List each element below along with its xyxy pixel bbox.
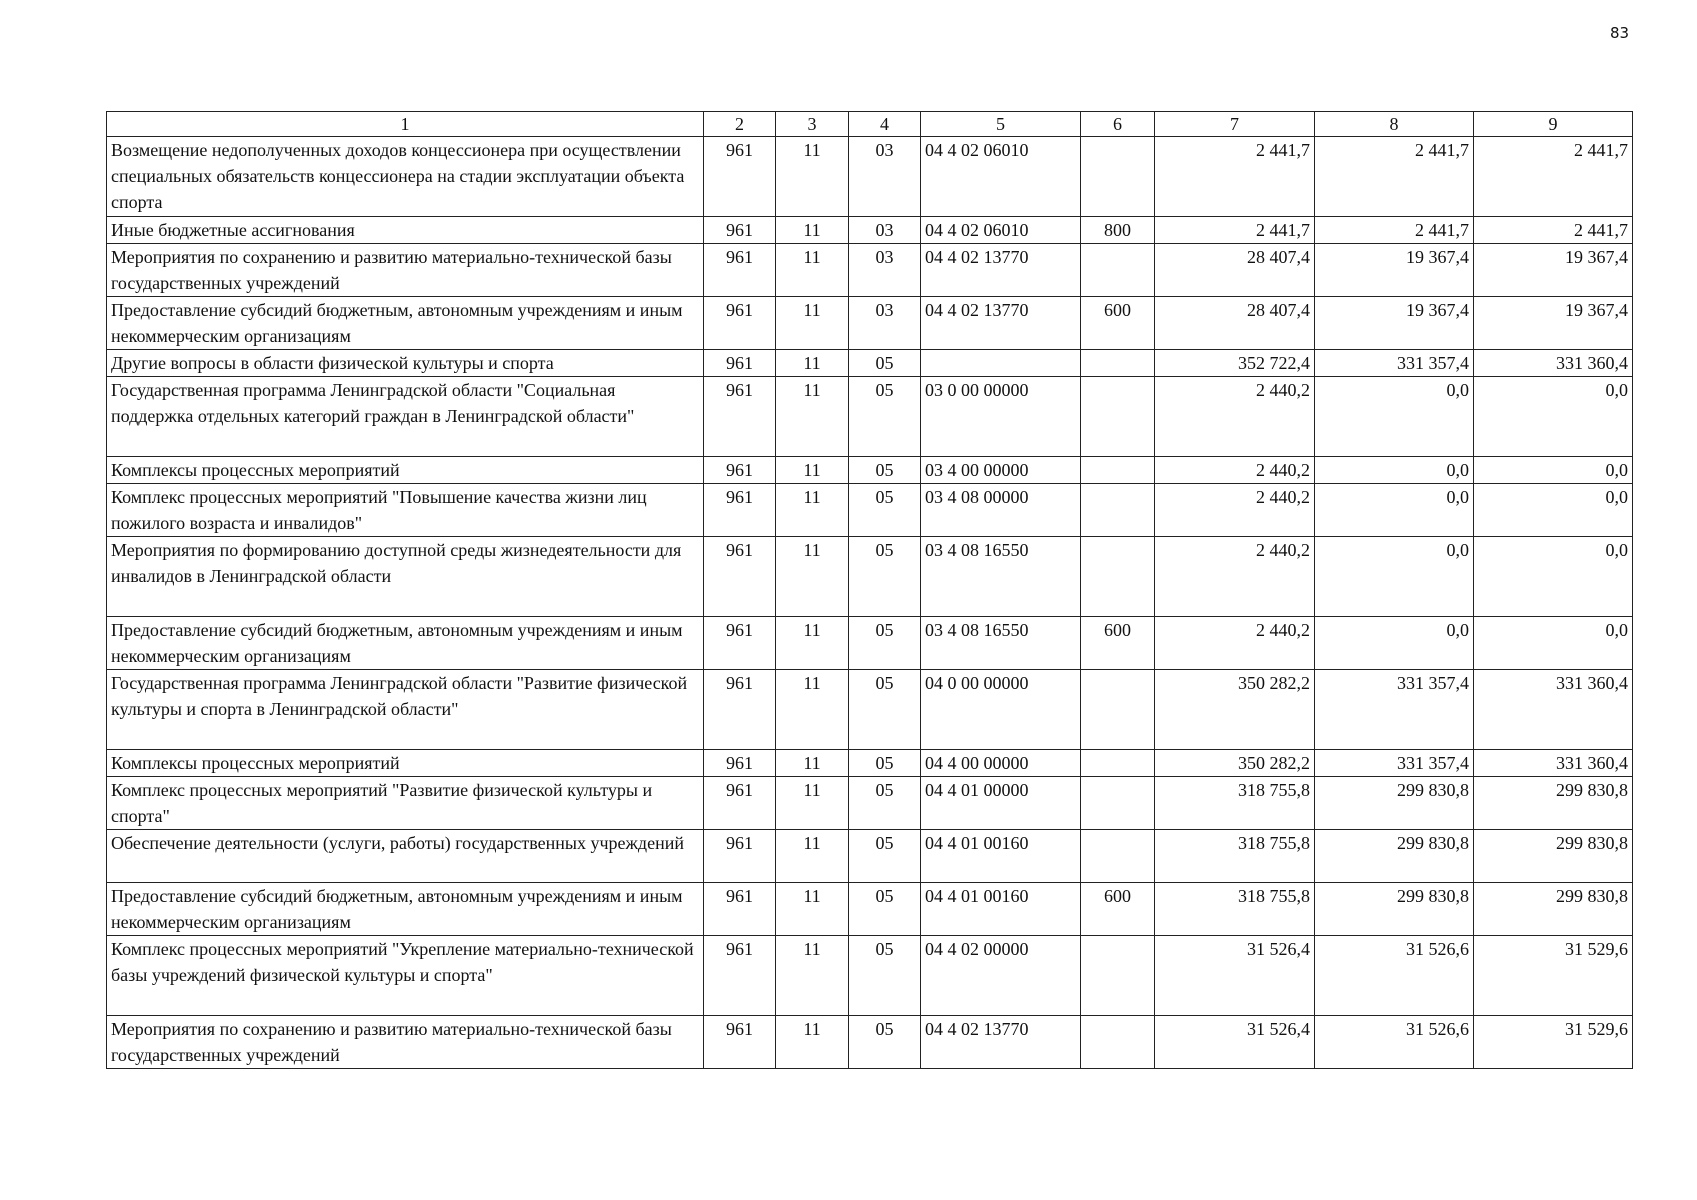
cell-target-article: 03 4 08 00000 xyxy=(921,484,1081,537)
cell-section: 11 xyxy=(776,244,849,297)
cell-section: 11 xyxy=(776,617,849,670)
cell-admin-code: 961 xyxy=(704,457,776,484)
cell-amount-7: 31 526,4 xyxy=(1155,936,1315,1016)
cell-admin-code: 961 xyxy=(704,484,776,537)
cell-expense-type xyxy=(1081,377,1155,457)
row-description: Предоставление субсидий бюджетным, автономным учреждениям и иным некоммерческим организациям xyxy=(107,617,704,670)
cell-expense-type: 600 xyxy=(1081,297,1155,350)
cell-expense-type xyxy=(1081,350,1155,377)
cell-amount-9: 0,0 xyxy=(1474,457,1633,484)
cell-amount-7: 2 440,2 xyxy=(1155,537,1315,617)
column-header: 7 xyxy=(1155,112,1315,137)
cell-amount-7: 2 440,2 xyxy=(1155,457,1315,484)
cell-section: 11 xyxy=(776,217,849,244)
row-description: Государственная программа Ленинградской области "Развитие физической культуры и спорта в Ленинградской области" xyxy=(107,670,704,750)
cell-amount-7: 2 441,7 xyxy=(1155,137,1315,217)
cell-amount-7: 350 282,2 xyxy=(1155,670,1315,750)
table-row xyxy=(107,457,1633,484)
cell-target-article: 04 4 02 06010 xyxy=(921,217,1081,244)
row-description: Комплексы процессных мероприятий xyxy=(107,750,704,777)
cell-section: 11 xyxy=(776,137,849,217)
cell-target-article: 04 4 00 00000 xyxy=(921,750,1081,777)
cell-admin-code: 961 xyxy=(704,750,776,777)
cell-amount-8: 0,0 xyxy=(1315,537,1474,617)
cell-subsection: 05 xyxy=(849,1016,921,1069)
cell-amount-8: 299 830,8 xyxy=(1315,777,1474,830)
cell-section: 11 xyxy=(776,670,849,750)
column-header: 4 xyxy=(849,112,921,137)
cell-amount-8: 0,0 xyxy=(1315,377,1474,457)
cell-target-article: 04 4 02 13770 xyxy=(921,1016,1081,1069)
cell-amount-9: 2 441,7 xyxy=(1474,137,1633,217)
cell-admin-code: 961 xyxy=(704,537,776,617)
cell-amount-9: 0,0 xyxy=(1474,537,1633,617)
cell-admin-code: 961 xyxy=(704,350,776,377)
cell-subsection: 03 xyxy=(849,137,921,217)
cell-subsection: 05 xyxy=(849,484,921,537)
table-row xyxy=(107,830,1633,883)
row-description: Комплекс процессных мероприятий "Укрепление материально-технической базы учреждений физической культуры и спорта" xyxy=(107,936,704,1016)
cell-expense-type xyxy=(1081,537,1155,617)
cell-expense-type xyxy=(1081,830,1155,883)
cell-amount-8: 19 367,4 xyxy=(1315,297,1474,350)
cell-subsection: 03 xyxy=(849,297,921,350)
row-description: Государственная программа Ленинградской области "Социальная поддержка отдельных категорий граждан в Ленинградской области" xyxy=(107,377,704,457)
table-row xyxy=(107,217,1633,244)
column-header: 3 xyxy=(776,112,849,137)
cell-amount-8: 19 367,4 xyxy=(1315,244,1474,297)
cell-section: 11 xyxy=(776,377,849,457)
cell-amount-8: 0,0 xyxy=(1315,457,1474,484)
cell-section: 11 xyxy=(776,777,849,830)
row-description: Комплекс процессных мероприятий "Развитие физической культуры и спорта" xyxy=(107,777,704,830)
cell-amount-8: 331 357,4 xyxy=(1315,750,1474,777)
cell-section: 11 xyxy=(776,883,849,936)
column-header: 1 xyxy=(107,112,704,137)
cell-admin-code: 961 xyxy=(704,936,776,1016)
cell-amount-9: 0,0 xyxy=(1474,377,1633,457)
cell-expense-type xyxy=(1081,1016,1155,1069)
table-row xyxy=(107,137,1633,217)
cell-amount-8: 299 830,8 xyxy=(1315,830,1474,883)
cell-amount-8: 31 526,6 xyxy=(1315,1016,1474,1069)
cell-admin-code: 961 xyxy=(704,244,776,297)
cell-target-article: 03 4 08 16550 xyxy=(921,537,1081,617)
row-description: Комплекс процессных мероприятий "Повышение качества жизни лиц пожилого возраста и инвалидов" xyxy=(107,484,704,537)
table-row xyxy=(107,617,1633,670)
cell-target-article: 04 4 01 00160 xyxy=(921,883,1081,936)
cell-expense-type: 800 xyxy=(1081,217,1155,244)
cell-admin-code: 961 xyxy=(704,377,776,457)
table-row xyxy=(107,377,1633,457)
cell-expense-type xyxy=(1081,484,1155,537)
cell-amount-9: 299 830,8 xyxy=(1474,883,1633,936)
cell-subsection: 05 xyxy=(849,750,921,777)
cell-amount-7: 352 722,4 xyxy=(1155,350,1315,377)
cell-amount-8: 331 357,4 xyxy=(1315,670,1474,750)
cell-target-article: 03 4 08 16550 xyxy=(921,617,1081,670)
cell-target-article: 04 0 00 00000 xyxy=(921,670,1081,750)
cell-amount-8: 31 526,6 xyxy=(1315,936,1474,1016)
cell-subsection: 05 xyxy=(849,377,921,457)
cell-target-article: 04 4 01 00000 xyxy=(921,777,1081,830)
cell-amount-7: 318 755,8 xyxy=(1155,883,1315,936)
cell-admin-code: 961 xyxy=(704,297,776,350)
row-description: Предоставление субсидий бюджетным, автономным учреждениям и иным некоммерческим организациям xyxy=(107,297,704,350)
cell-admin-code: 961 xyxy=(704,1016,776,1069)
cell-subsection: 03 xyxy=(849,217,921,244)
cell-amount-9: 331 360,4 xyxy=(1474,670,1633,750)
cell-amount-9: 299 830,8 xyxy=(1474,830,1633,883)
row-description: Иные бюджетные ассигнования xyxy=(107,217,704,244)
cell-amount-8: 331 357,4 xyxy=(1315,350,1474,377)
cell-amount-9: 0,0 xyxy=(1474,484,1633,537)
cell-admin-code: 961 xyxy=(704,137,776,217)
row-description: Мероприятия по формированию доступной среды жизнедеятельности для инвалидов в Ленинградской области xyxy=(107,537,704,617)
cell-amount-8: 299 830,8 xyxy=(1315,883,1474,936)
cell-subsection: 05 xyxy=(849,350,921,377)
cell-section: 11 xyxy=(776,936,849,1016)
column-header: 6 xyxy=(1081,112,1155,137)
cell-amount-9: 19 367,4 xyxy=(1474,244,1633,297)
cell-target-article: 03 4 00 00000 xyxy=(921,457,1081,484)
row-description: Предоставление субсидий бюджетным, автономным учреждениям и иным некоммерческим организациям xyxy=(107,883,704,936)
cell-subsection: 05 xyxy=(849,883,921,936)
column-header: 9 xyxy=(1474,112,1633,137)
table-row xyxy=(107,244,1633,297)
row-description: Мероприятия по сохранению и развитию материально-технической базы государственных учреждений xyxy=(107,244,704,297)
cell-amount-7: 350 282,2 xyxy=(1155,750,1315,777)
cell-expense-type xyxy=(1081,936,1155,1016)
page-number: 83 xyxy=(1610,24,1630,42)
cell-subsection: 05 xyxy=(849,670,921,750)
cell-amount-8: 0,0 xyxy=(1315,617,1474,670)
cell-target-article: 04 4 02 00000 xyxy=(921,936,1081,1016)
table-row xyxy=(107,936,1633,1016)
cell-admin-code: 961 xyxy=(704,883,776,936)
cell-amount-7: 2 441,7 xyxy=(1155,217,1315,244)
cell-amount-9: 31 529,6 xyxy=(1474,1016,1633,1069)
row-description: Обеспечение деятельности (услуги, работы) государственных учреждений xyxy=(107,830,704,883)
cell-section: 11 xyxy=(776,484,849,537)
cell-admin-code: 961 xyxy=(704,217,776,244)
cell-expense-type xyxy=(1081,670,1155,750)
table-row xyxy=(107,777,1633,830)
cell-expense-type xyxy=(1081,750,1155,777)
row-description: Мероприятия по сохранению и развитию материально-технической базы государственных учреждений xyxy=(107,1016,704,1069)
column-header: 8 xyxy=(1315,112,1474,137)
cell-amount-9: 2 441,7 xyxy=(1474,217,1633,244)
cell-amount-9: 19 367,4 xyxy=(1474,297,1633,350)
cell-expense-type: 600 xyxy=(1081,617,1155,670)
cell-amount-7: 2 440,2 xyxy=(1155,377,1315,457)
cell-subsection: 05 xyxy=(849,457,921,484)
cell-section: 11 xyxy=(776,457,849,484)
cell-expense-type xyxy=(1081,457,1155,484)
cell-target-article: 04 4 02 06010 xyxy=(921,137,1081,217)
row-description: Комплексы процессных мероприятий xyxy=(107,457,704,484)
cell-section: 11 xyxy=(776,537,849,617)
cell-admin-code: 961 xyxy=(704,830,776,883)
table-row xyxy=(107,750,1633,777)
table-row xyxy=(107,670,1633,750)
cell-section: 11 xyxy=(776,750,849,777)
cell-amount-9: 31 529,6 xyxy=(1474,936,1633,1016)
cell-amount-7: 28 407,4 xyxy=(1155,244,1315,297)
cell-section: 11 xyxy=(776,830,849,883)
header-row xyxy=(107,112,1633,137)
cell-admin-code: 961 xyxy=(704,777,776,830)
column-header: 5 xyxy=(921,112,1081,137)
cell-section: 11 xyxy=(776,1016,849,1069)
cell-amount-9: 0,0 xyxy=(1474,617,1633,670)
cell-section: 11 xyxy=(776,350,849,377)
cell-amount-7: 318 755,8 xyxy=(1155,777,1315,830)
cell-amount-8: 2 441,7 xyxy=(1315,217,1474,244)
table-row xyxy=(107,484,1633,537)
cell-amount-8: 0,0 xyxy=(1315,484,1474,537)
column-header: 2 xyxy=(704,112,776,137)
cell-subsection: 05 xyxy=(849,777,921,830)
cell-subsection: 05 xyxy=(849,537,921,617)
cell-amount-7: 28 407,4 xyxy=(1155,297,1315,350)
cell-target-article: 04 4 02 13770 xyxy=(921,297,1081,350)
table-row xyxy=(107,537,1633,617)
row-description: Другие вопросы в области физической культуры и спорта xyxy=(107,350,704,377)
cell-amount-7: 318 755,8 xyxy=(1155,830,1315,883)
cell-subsection: 03 xyxy=(849,244,921,297)
cell-target-article: 04 4 01 00160 xyxy=(921,830,1081,883)
row-description: Возмещение недополученных доходов концессионера при осуществлении специальных обязательств концессионера на стадии эксплуатации объекта спорта xyxy=(107,137,704,217)
cell-target-article: 04 4 02 13770 xyxy=(921,244,1081,297)
cell-amount-7: 2 440,2 xyxy=(1155,617,1315,670)
cell-target-article: 03 0 00 00000 xyxy=(921,377,1081,457)
cell-expense-type: 600 xyxy=(1081,883,1155,936)
cell-admin-code: 961 xyxy=(704,617,776,670)
budget-table xyxy=(106,111,1633,1069)
cell-expense-type xyxy=(1081,244,1155,297)
cell-expense-type xyxy=(1081,137,1155,217)
cell-expense-type xyxy=(1081,777,1155,830)
cell-amount-9: 331 360,4 xyxy=(1474,350,1633,377)
cell-amount-8: 2 441,7 xyxy=(1315,137,1474,217)
cell-amount-9: 331 360,4 xyxy=(1474,750,1633,777)
cell-section: 11 xyxy=(776,297,849,350)
cell-amount-9: 299 830,8 xyxy=(1474,777,1633,830)
cell-subsection: 05 xyxy=(849,617,921,670)
cell-subsection: 05 xyxy=(849,830,921,883)
cell-subsection: 05 xyxy=(849,936,921,1016)
table-row xyxy=(107,350,1633,377)
table-row xyxy=(107,883,1633,936)
table-row xyxy=(107,1016,1633,1069)
table-row xyxy=(107,297,1633,350)
cell-amount-7: 2 440,2 xyxy=(1155,484,1315,537)
cell-amount-7: 31 526,4 xyxy=(1155,1016,1315,1069)
cell-admin-code: 961 xyxy=(704,670,776,750)
cell-target-article xyxy=(921,350,1081,377)
